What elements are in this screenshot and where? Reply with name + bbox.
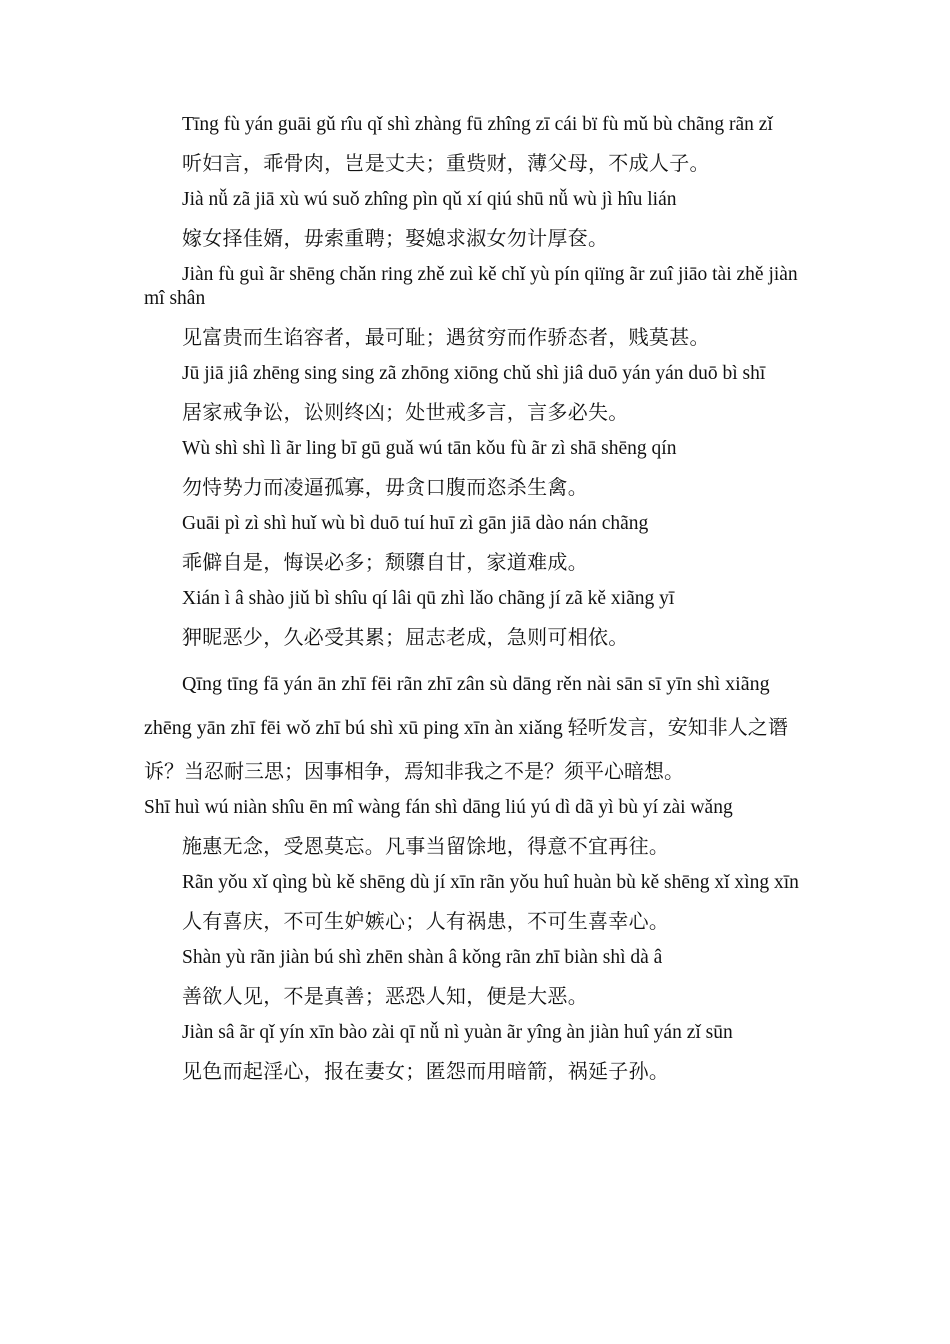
- pinyin-line: Rãn yǒu xǐ qìng bù kě shēng dù jí xīn rãn yǒu huî huàn bù kě shēng xǐ xìng xīn: [182, 872, 799, 893]
- pinyin-line: Xián ì â shào jiǔ bì shîu qí lâi qū zhì lǎo chãng jí zã kě xiãng yī: [182, 588, 675, 609]
- pinyin-line: Jià nǚ zã jiā xù wú suǒ zhîng pìn qǔ xí qiú shū nǚ wù jì hîu lián: [182, 189, 677, 210]
- chinese-line: 人有喜庆，不可生妒嫉心；人有祸患，不可生喜幸心。: [182, 911, 670, 933]
- chinese-line: 居家戒争讼，讼则终凶；处世戒多言，言多必失。: [182, 402, 629, 424]
- chinese-line: 见色而起淫心，报在妻女；匿怨而用暗箭，祸延子孙。: [182, 1061, 670, 1083]
- pinyin-line: Jiàn fù guì ãr shēng chǎn ring zhě zuì kě chǐ yù pín qiïng ãr zuî jiāo tài zhě jiàn mî shân: [144, 264, 798, 309]
- pinyin-line: Jū jiā jiâ zhēng sing sing zã zhōng xiōng chǔ shì jiâ duō yán yán duō bì shī: [182, 363, 766, 384]
- chinese-line: 听妇言，乖骨肉，岂是丈夫；重赀财，薄父母，不成人子。: [182, 153, 710, 175]
- mixed-paragraph: Qīng tīng fā yán ān zhī fēi rãn zhī zân sù dāng rěn nài sān sī yīn shì xiãng zhēng yān zhī fēi wǒ zhī bú shì xū ping xīn àn xiǎng 轻听发言，安知非人之谮诉？当忍耐三思；因事相争，焉知非我之不是？须平心暗想。: [144, 673, 788, 783]
- document-body: [144, 113, 810, 1096]
- chinese-line: 勿恃势力而凌逼孤寡，毋贪口腹而恣杀生禽。: [182, 477, 588, 499]
- chinese-line: 嫁女择佳婿，毋索重聘；娶媳求淑女勿计厚奁。: [182, 228, 609, 250]
- chinese-line: 施惠无念，受恩莫忘。凡事当留馀地，得意不宜再往。: [182, 836, 670, 858]
- chinese-line: 见富贵而生谄容者，最可耻；遇贫穷而作骄态者，贱莫甚。: [182, 327, 710, 349]
- pinyin-line: Shī huì wú niàn shîu ēn mî wàng fán shì dāng liú yú dì dã yì bù yí zài wǎng: [144, 797, 733, 818]
- chinese-line: 善欲人见，不是真善；恶恐人知，便是大恶。: [182, 986, 588, 1008]
- pinyin-line: Jiàn sâ ãr qǐ yín xīn bào zài qī nǚ nì yuàn ãr yîng àn jiàn huî yán zǐ sūn: [182, 1022, 733, 1043]
- pinyin-line: Wù shì shì lì ãr ling bī gū guǎ wú tān kǒu fù ãr zì shā shēng qín: [182, 438, 677, 459]
- pinyin-line: Tīng fù yán guāi gǔ rîu qǐ shì zhàng fū zhîng zī cái bï fù mǔ bù chãng rãn zǐ: [182, 114, 773, 135]
- chinese-line: 乖僻自是，悔误必多；颓隳自甘，家道难成。: [182, 552, 588, 574]
- pinyin-line: Shàn yù rãn jiàn bú shì zhēn shàn â kǒng rãn zhī biàn shì dà â: [182, 947, 663, 968]
- chinese-line: 狎昵恶少，久必受其累；屈志老成，急则可相依。: [182, 627, 629, 649]
- pinyin-line: Guāi pì zì shì huǐ wù bì duō tuí huī zì gān jiā dào nán chãng: [182, 513, 649, 534]
